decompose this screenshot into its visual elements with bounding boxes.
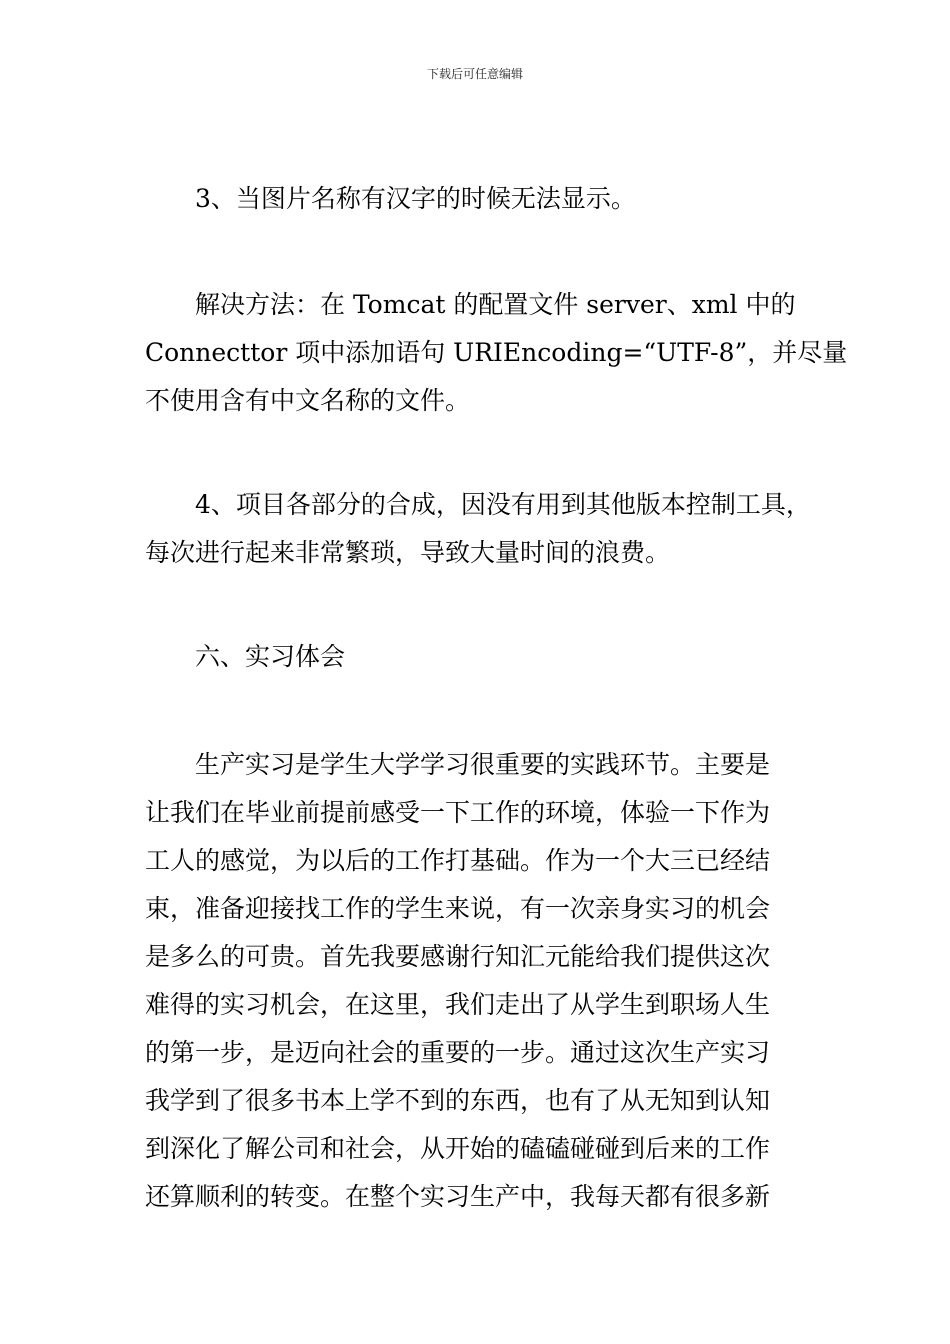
paragraph-internship-reflection bbox=[145, 741, 810, 1221]
paragraph-project-merge bbox=[145, 481, 810, 577]
reflection-line-2: 让我们在毕业前提前感受一下工作的环境，体验一下作为 bbox=[145, 798, 771, 827]
reflection-line-7: 的第一步，是迈向社会的重要的一步。通过这次生产实习 bbox=[145, 1038, 771, 1067]
paragraph-image-name-issue: 3、当图片名称有汉字的时候无法显示。 bbox=[195, 184, 636, 213]
page-header: 下载后可任意编辑 bbox=[426, 67, 523, 81]
merge-line-1: 4、项目各部分的合成，因没有用到其他版本控制工具， bbox=[195, 490, 811, 519]
reflection-line-3: 工人的感觉，为以后的工作打基础。作为一个大三已经结 bbox=[145, 846, 771, 875]
solution-line-3: 不使用含有中文名称的文件。 bbox=[145, 386, 471, 415]
document-body bbox=[145, 175, 848, 1221]
merge-line-2: 每次进行起来非常繁琐，导致大量时间的浪费。 bbox=[145, 538, 671, 567]
reflection-line-4: 束，准备迎接找工作的学生来说，有一次亲身实习的机会 bbox=[145, 894, 771, 923]
reflection-line-6: 难得的实习机会，在这里，我们走出了从学生到职场人生 bbox=[145, 990, 771, 1019]
section-heading-internship-reflection: 六、实习体会 bbox=[195, 642, 346, 671]
paragraph-solution bbox=[145, 281, 848, 425]
reflection-line-9: 到深化了解公司和社会，从开始的磕磕碰碰到后来的工作 bbox=[145, 1134, 771, 1163]
reflection-line-10: 还算顺利的转变。在整个实习生产中，我每天都有很多新 bbox=[145, 1182, 771, 1211]
solution-line-1: 解决方法：在 Tomcat 的配置文件 server、xml 中的 bbox=[195, 290, 796, 319]
reflection-line-8: 我学到了很多书本上学不到的东西，也有了从无知到认知 bbox=[145, 1086, 771, 1115]
reflection-line-5: 是多么的可贵。首先我要感谢行知汇元能给我们提供这次 bbox=[145, 942, 771, 971]
reflection-line-1: 生产实习是学生大学学习很重要的实践环节。主要是 bbox=[195, 750, 771, 779]
solution-line-2: Connecttor 项中添加语句 URIEncoding=“UTF-8”，并尽量 bbox=[145, 338, 848, 367]
